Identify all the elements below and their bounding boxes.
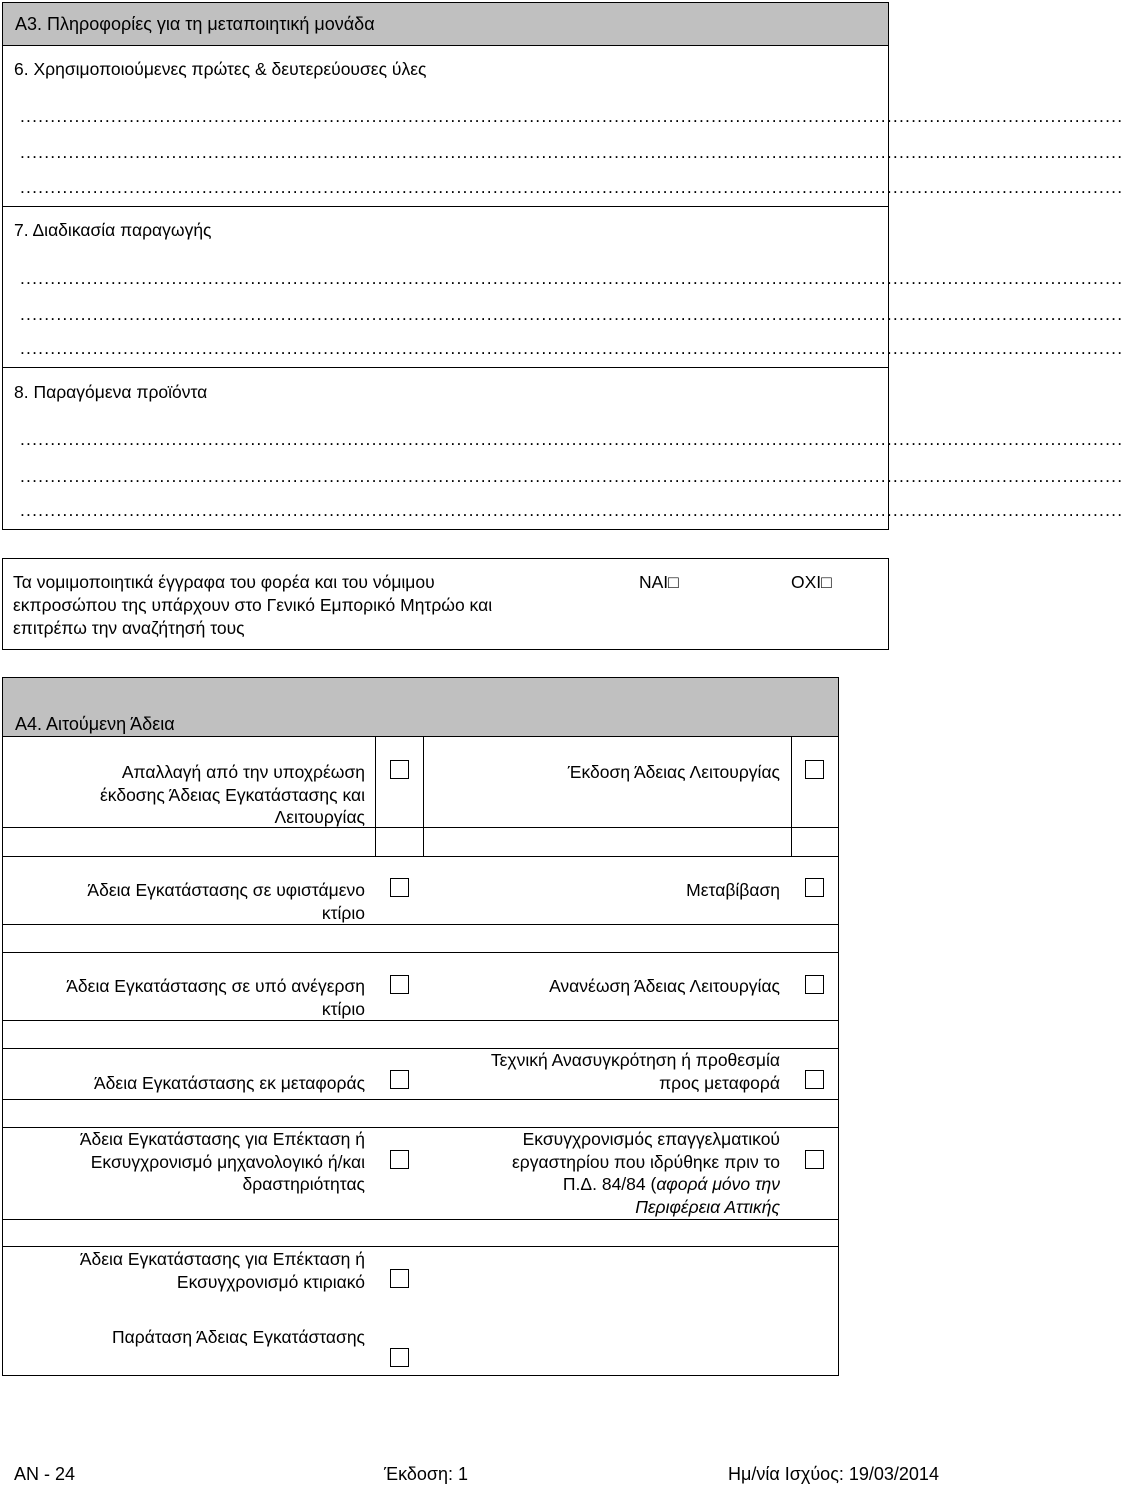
checkbox-relocation[interactable] bbox=[390, 1070, 409, 1089]
divider bbox=[2, 206, 889, 207]
grid-line bbox=[2, 856, 839, 857]
grid-line bbox=[2, 1020, 839, 1021]
consent-box bbox=[2, 558, 889, 650]
permit-option-workshop-modernization: Εκσυγχρονισμός επαγγελματικού εργαστηρίου που ιδρύθηκε πριν το Π.Δ. 84/84 (αφορά μόνο την Περιφέρεια Αττικής bbox=[511, 1129, 780, 1217]
consent-line: επιτρέπω την αναζήτησή τους bbox=[13, 618, 245, 638]
answer-line[interactable]: ...................................................................................................................................................................................... bbox=[20, 142, 1123, 162]
permit-option-exemption: Απαλλαγή από την υποχρέωση έκδοσης Άδειας Εγκατάστασης και Λειτουργίας bbox=[99, 762, 365, 827]
checkbox-exemption[interactable] bbox=[390, 760, 409, 779]
grid-line bbox=[375, 736, 376, 856]
grid-line bbox=[791, 736, 792, 856]
permit-option-extension-building: Άδεια Εγκατάστασης για Επέκταση ή Εκσυγχρονισμό κτιριακό bbox=[79, 1249, 365, 1292]
grid-line bbox=[2, 1219, 839, 1220]
grid-line bbox=[2, 924, 839, 925]
permit-option-renewal: Ανανέωση Άδειας Λειτουργίας bbox=[549, 976, 780, 996]
page-number: ΑΝ - 24 bbox=[14, 1464, 76, 1484]
consent-line: Τα νομιμοποιητικά έγγραφα του φορέα και του νόμιμου bbox=[13, 572, 435, 592]
no-checkbox[interactable]: ΟΧΙ□ bbox=[791, 572, 832, 592]
question-7-label: 7. Διαδικασία παραγωγής bbox=[14, 220, 212, 240]
question-6-label: 6. Χρησιμοποιούμενες πρώτες & δευτερεύουσες ύλες bbox=[14, 59, 427, 79]
permit-option-technical-reconstruction: Τεχνική Ανασυγκρότηση ή προθεσμία προς μεταφορά bbox=[490, 1050, 780, 1093]
grid-line bbox=[2, 1246, 839, 1247]
edition: Έκδοση: 1 bbox=[384, 1464, 469, 1484]
permit-option-extension-mechanical: Άδεια Εγκατάστασης για Επέκταση ή Εκσυγχρονισμό μηχανολογικό ή/και δραστηριότητας bbox=[79, 1129, 365, 1194]
answer-line[interactable]: ...................................................................................................................................................................................... bbox=[20, 500, 1123, 520]
permit-option-extension-of-permit: Παράταση Άδειας Εγκατάστασης bbox=[112, 1327, 365, 1347]
section-a3-title: Α3. Πληροφορίες για τη μεταποιητική μονάδα bbox=[15, 14, 375, 34]
checkbox-transfer[interactable] bbox=[805, 878, 824, 897]
permit-option-under-construction: Άδεια Εγκατάστασης σε υπό ανέγερση κτίριο bbox=[66, 976, 365, 1019]
answer-line[interactable]: ...................................................................................................................................................................................... bbox=[20, 466, 1123, 486]
checkbox-extension-of-permit[interactable] bbox=[390, 1348, 409, 1367]
answer-line[interactable]: ...................................................................................................................................................................................... bbox=[20, 304, 1123, 324]
grid-line bbox=[2, 952, 839, 953]
answer-line[interactable]: ...................................................................................................................................................................................... bbox=[20, 429, 1123, 449]
question-8-label: 8. Παραγόμενα προϊόντα bbox=[14, 382, 208, 402]
checkbox-technical-reconstruction[interactable] bbox=[805, 1070, 824, 1089]
section-a3 bbox=[2, 2, 1123, 530]
checkbox-under-construction[interactable] bbox=[390, 975, 409, 994]
checkbox-existing-building[interactable] bbox=[390, 878, 409, 897]
answer-line[interactable]: ...................................................................................................................................................................................... bbox=[20, 106, 1123, 126]
answer-line[interactable]: ...................................................................................................................................................................................... bbox=[20, 177, 1123, 197]
section-a4-title: Α4. Αιτούμενη Άδεια bbox=[15, 714, 175, 734]
yes-checkbox[interactable]: ΝΑΙ□ bbox=[639, 572, 679, 592]
permit-option-existing-building: Άδεια Εγκατάστασης σε υφιστάμενο κτίριο bbox=[87, 880, 365, 923]
grid-line bbox=[2, 1099, 839, 1100]
effective-date: Ημ/νία Ισχύος: 19/03/2014 bbox=[728, 1464, 939, 1484]
checkbox-operating-license[interactable] bbox=[805, 760, 824, 779]
divider bbox=[2, 367, 889, 368]
consent-line: εκπροσώπου της υπάρχουν στο Γενικό Εμπορικό Μητρώο και bbox=[13, 595, 493, 615]
answer-line[interactable]: ...................................................................................................................................................................................... bbox=[20, 268, 1123, 288]
permit-option-transfer: Μεταβίβαση bbox=[686, 880, 780, 900]
checkbox-extension-building[interactable] bbox=[390, 1269, 409, 1288]
answer-line[interactable]: ...................................................................................................................................................................................... bbox=[20, 338, 1123, 358]
section-a3-header bbox=[3, 3, 888, 46]
checkbox-workshop-modernization[interactable] bbox=[805, 1150, 824, 1169]
permit-option-relocation: Άδεια Εγκατάστασης εκ μεταφοράς bbox=[93, 1073, 365, 1093]
section-a4-header bbox=[3, 678, 838, 737]
permit-option-operating-license: Έκδοση Άδειας Λειτουργίας bbox=[567, 762, 780, 782]
grid-line bbox=[423, 736, 424, 856]
checkbox-extension-mechanical[interactable] bbox=[390, 1150, 409, 1169]
checkbox-renewal[interactable] bbox=[805, 975, 824, 994]
